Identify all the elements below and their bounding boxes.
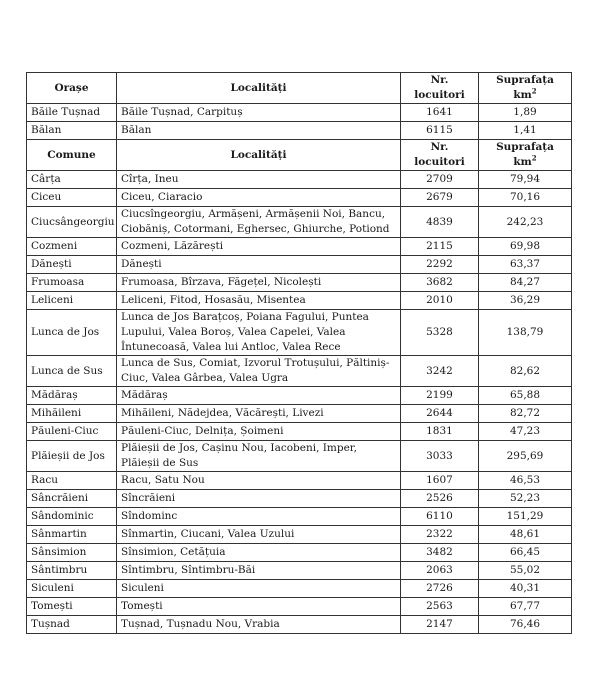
table-row (27, 387, 572, 405)
cell-localitati: Tușnad, Tușnadu Nou, Vrabia (117, 616, 401, 634)
cell-suprafata: 84,27 (479, 274, 572, 292)
header-suprafata-label: Suprafața km (496, 74, 554, 101)
cell-name: Cârța (27, 171, 117, 189)
table-row (27, 441, 572, 472)
cell-suprafata: 76,46 (479, 616, 572, 634)
table-row (27, 292, 572, 310)
cell-name: Băile Tușnad (27, 104, 117, 122)
cell-suprafata: 67,77 (479, 598, 572, 616)
cell-localitati: Frumoasa, Bîrzava, Făgețel, Nicolești (117, 274, 401, 292)
cell-name: Sândominic (27, 508, 117, 526)
cell-name: Mihăileni (27, 405, 117, 423)
cell-locuitori: 3682 (401, 274, 479, 292)
table-row (27, 274, 572, 292)
cell-locuitori: 2010 (401, 292, 479, 310)
cell-name: Leliceni (27, 292, 117, 310)
table-row (27, 562, 572, 580)
cell-name: Lunca de Jos (27, 310, 117, 356)
cell-suprafata: 79,94 (479, 171, 572, 189)
cell-name: Ciucsângeorgiu (27, 207, 117, 238)
table-row (27, 616, 572, 634)
cell-name: Frumoasa (27, 274, 117, 292)
cell-localitati: Sîncrăieni (117, 490, 401, 508)
header-locuitori: Nr. locuitori (401, 73, 479, 104)
cell-localitati: Cozmeni, Lăzărești (117, 238, 401, 256)
cell-localitati: Siculeni (117, 580, 401, 598)
table-row (27, 310, 572, 356)
cell-name: Dănești (27, 256, 117, 274)
cell-locuitori: 1607 (401, 472, 479, 490)
cell-name: Plăieșii de Jos (27, 441, 117, 472)
cell-name: Sâncrăieni (27, 490, 117, 508)
cell-name: Lunca de Sus (27, 356, 117, 387)
cell-localitati: Leliceni, Fitod, Hosasău, Misentea (117, 292, 401, 310)
cell-suprafata: 82,62 (479, 356, 572, 387)
cell-locuitori: 2115 (401, 238, 479, 256)
header-localitati: Localități (117, 73, 401, 104)
table-row (27, 490, 572, 508)
cell-suprafata: 46,53 (479, 472, 572, 490)
header-locuitori: Nr. locuitori (401, 140, 479, 171)
cell-localitati: Bălan (117, 122, 401, 140)
table-row (27, 104, 572, 122)
header-suprafata-sup: 2 (531, 153, 537, 163)
cell-suprafata: 66,45 (479, 544, 572, 562)
table-row (27, 544, 572, 562)
cell-locuitori: 2709 (401, 171, 479, 189)
cell-locuitori: 2199 (401, 387, 479, 405)
cell-localitati: Sîndominc (117, 508, 401, 526)
table-row (27, 508, 572, 526)
cell-localitati: Păuleni-Ciuc, Delnița, Șoimeni (117, 423, 401, 441)
cell-suprafata: 63,37 (479, 256, 572, 274)
cell-name: Cozmeni (27, 238, 117, 256)
cell-name: Racu (27, 472, 117, 490)
cell-suprafata: 65,88 (479, 387, 572, 405)
cell-suprafata: 1,89 (479, 104, 572, 122)
header-suprafata (479, 73, 572, 104)
header-suprafata (479, 140, 572, 171)
cell-suprafata: 242,23 (479, 207, 572, 238)
cell-suprafata: 295,69 (479, 441, 572, 472)
table-row (27, 423, 572, 441)
cell-name: Tomești (27, 598, 117, 616)
cell-name: Sânsimion (27, 544, 117, 562)
header-orase: Orașe (27, 73, 117, 104)
table-row (27, 238, 572, 256)
cell-localitati: Ciucsîngeorgiu, Armășeni, Armășenii Noi, Bancu, Ciobăniș, Cotormani, Eghersec, Ghiurche, Potiond (117, 207, 401, 238)
localities-table (26, 72, 572, 634)
header-comune: Comune (27, 140, 117, 171)
cell-name: Bălan (27, 122, 117, 140)
cell-localitati: Sîntimbru, Sîntimbru-Băi (117, 562, 401, 580)
header-suprafata-sup: 2 (531, 86, 537, 96)
cell-locuitori: 2063 (401, 562, 479, 580)
table-row (27, 526, 572, 544)
header-localitati: Localități (117, 140, 401, 171)
cell-suprafata: 151,29 (479, 508, 572, 526)
cell-locuitori: 2726 (401, 580, 479, 598)
cell-localitati: Plăieșii de Jos, Cașinu Nou, Iacobeni, Imper, Plăieșii de Sus (117, 441, 401, 472)
cell-localitati: Lunca de Jos Barațcoș, Poiana Fagului, Puntea Lupului, Valea Boroș, Valea Capelei, Valea Întunecoasă, Valea lui Antloc, Valea Rece (117, 310, 401, 356)
cell-suprafata: 82,72 (479, 405, 572, 423)
cell-name: Tușnad (27, 616, 117, 634)
cell-suprafata: 48,61 (479, 526, 572, 544)
cell-locuitori: 6115 (401, 122, 479, 140)
cell-locuitori: 2147 (401, 616, 479, 634)
cell-locuitori: 2679 (401, 189, 479, 207)
cell-localitati: Dănești (117, 256, 401, 274)
orase-header-row (27, 73, 572, 104)
table-row (27, 171, 572, 189)
table-row (27, 207, 572, 238)
cell-localitati: Lunca de Sus, Comiat, Izvorul Trotușului, Păltiniș-Ciuc, Valea Gârbea, Valea Ugra (117, 356, 401, 387)
cell-locuitori: 1641 (401, 104, 479, 122)
cell-locuitori: 2292 (401, 256, 479, 274)
cell-localitati: Mihăileni, Nădejdea, Văcărești, Livezi (117, 405, 401, 423)
cell-suprafata: 138,79 (479, 310, 572, 356)
cell-localitati: Tomești (117, 598, 401, 616)
cell-suprafata: 52,23 (479, 490, 572, 508)
cell-locuitori: 2644 (401, 405, 479, 423)
cell-localitati: Sînsimion, Cetățuia (117, 544, 401, 562)
cell-localitati: Racu, Satu Nou (117, 472, 401, 490)
cell-locuitori: 6110 (401, 508, 479, 526)
cell-suprafata: 36,29 (479, 292, 572, 310)
header-suprafata-label: Suprafața km (496, 141, 554, 168)
cell-name: Sânmartin (27, 526, 117, 544)
cell-localitati: Cîrța, Ineu (117, 171, 401, 189)
table-row (27, 598, 572, 616)
cell-suprafata: 1,41 (479, 122, 572, 140)
table-row (27, 356, 572, 387)
cell-locuitori: 3482 (401, 544, 479, 562)
cell-localitati: Mădăraș (117, 387, 401, 405)
cell-locuitori: 2526 (401, 490, 479, 508)
cell-locuitori: 2563 (401, 598, 479, 616)
table-body (27, 73, 572, 634)
cell-suprafata: 69,98 (479, 238, 572, 256)
cell-locuitori: 2322 (401, 526, 479, 544)
table-row (27, 256, 572, 274)
comune-header-row (27, 140, 572, 171)
cell-locuitori: 5328 (401, 310, 479, 356)
cell-name: Siculeni (27, 580, 117, 598)
table-row (27, 580, 572, 598)
cell-locuitori: 4839 (401, 207, 479, 238)
cell-suprafata: 47,23 (479, 423, 572, 441)
cell-name: Ciceu (27, 189, 117, 207)
table-row (27, 472, 572, 490)
cell-localitati: Ciceu, Ciaracio (117, 189, 401, 207)
cell-locuitori: 1831 (401, 423, 479, 441)
cell-name: Păuleni-Ciuc (27, 423, 117, 441)
table-row (27, 189, 572, 207)
cell-localitati: Sînmartin, Ciucani, Valea Uzului (117, 526, 401, 544)
cell-suprafata: 70,16 (479, 189, 572, 207)
cell-name: Sântimbru (27, 562, 117, 580)
cell-suprafata: 40,31 (479, 580, 572, 598)
table-row (27, 405, 572, 423)
cell-locuitori: 3033 (401, 441, 479, 472)
cell-localitati: Băile Tușnad, Carpituș (117, 104, 401, 122)
cell-locuitori: 3242 (401, 356, 479, 387)
cell-name: Mădăraș (27, 387, 117, 405)
table-row (27, 122, 572, 140)
cell-suprafata: 55,02 (479, 562, 572, 580)
